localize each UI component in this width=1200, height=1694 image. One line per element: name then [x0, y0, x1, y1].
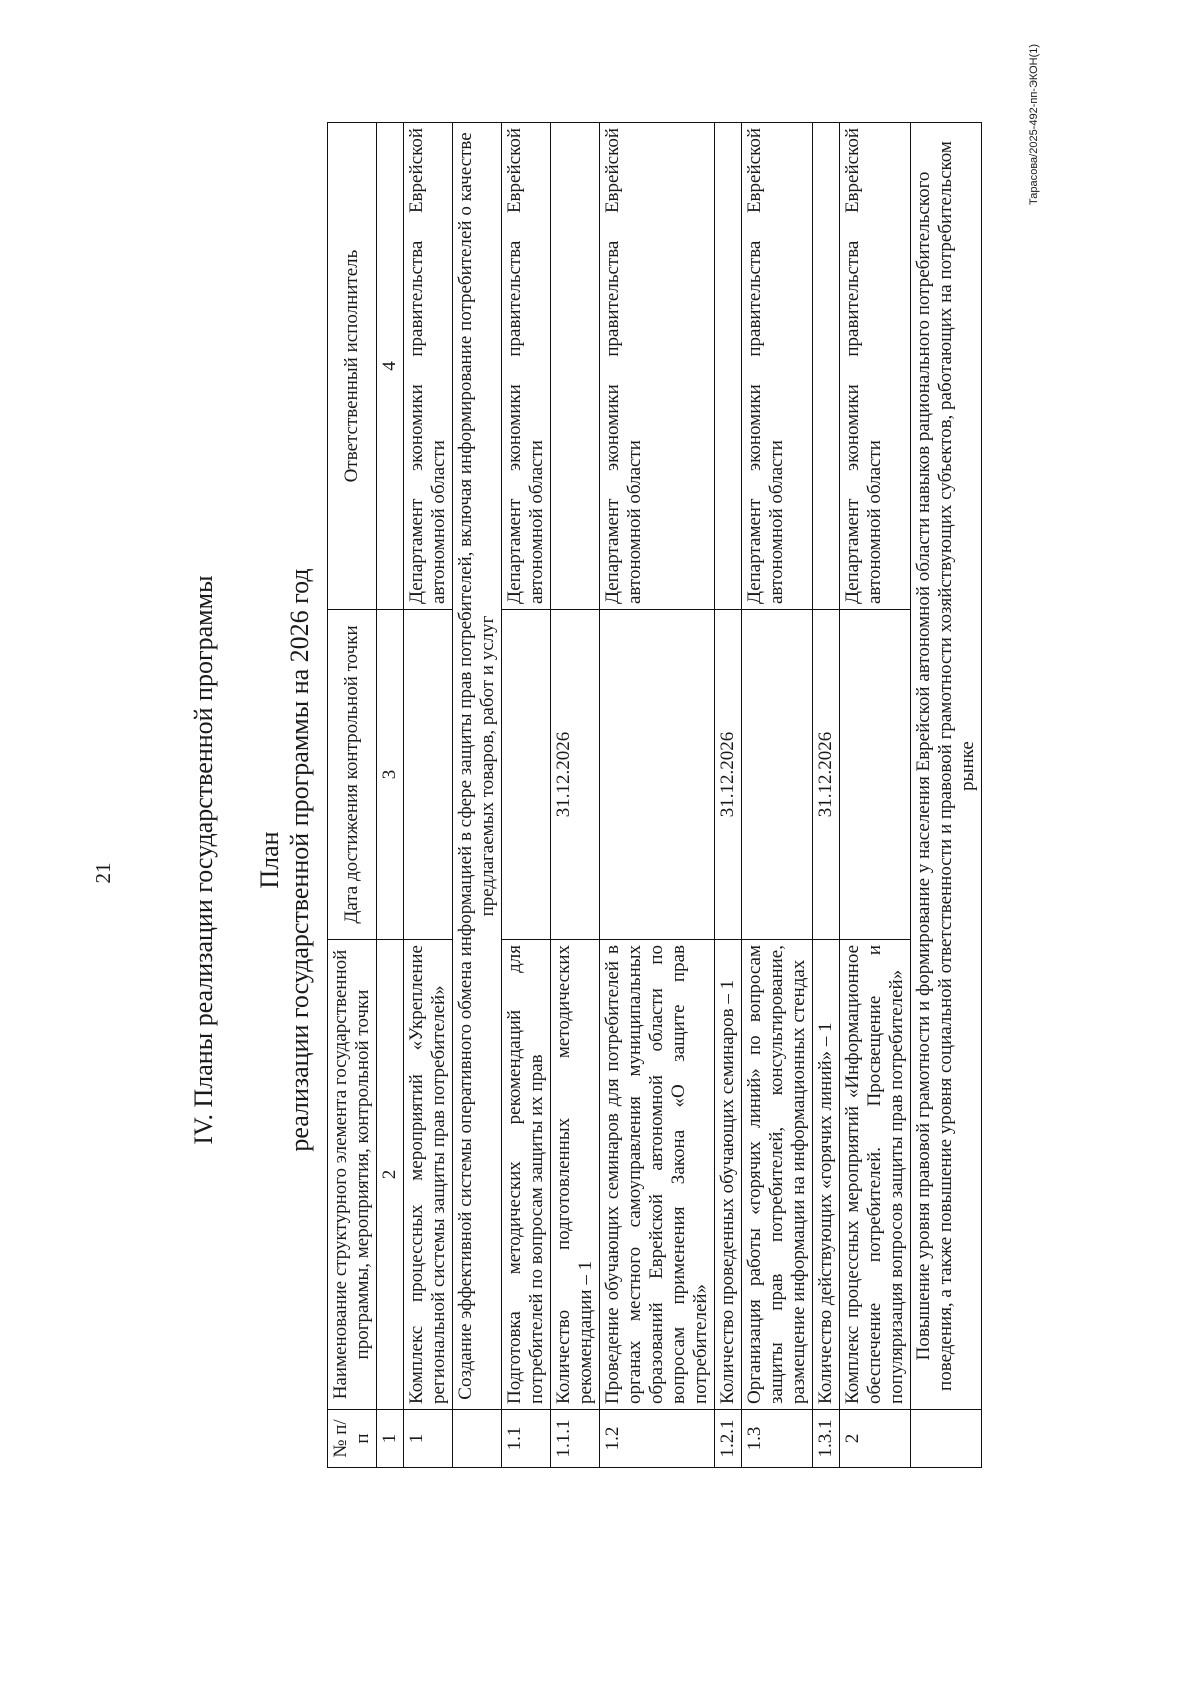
row-date: 31.12.2026	[551, 610, 600, 940]
row-date	[502, 610, 551, 940]
row-number: 1.2.1	[715, 1410, 742, 1468]
header-name: Наименование структурного элемента государственной программы, мероприятия, контрольной точки	[328, 940, 377, 1410]
goal-number-cell	[911, 1410, 982, 1468]
row-name: Организация работы «горячих линий» по вопросам защиты прав потребителей, консультирование, размещение информации на информационных стендах	[742, 940, 813, 1410]
goal-text: Повышение уровня правовой грамотности и формирование у населения Еврейской автономной области навыков рационального потребительского поведения, а также повышение уровня социальной ответственности и правовой грамотности хозяйствующих субъектов, работающих на потребительском рынке	[911, 123, 982, 1410]
row-executor: Департамент экономики правительства Еврейской автономной области	[742, 123, 813, 610]
header-date: Дата достижения контрольной точки	[328, 610, 377, 940]
row-date	[600, 610, 715, 940]
header-number: № п/п	[328, 1410, 377, 1468]
table-row	[840, 123, 911, 1468]
row-name: Количество подготовленных методических рекомендации – 1	[551, 940, 600, 1410]
row-executor: Департамент экономики правительства Еврейской автономной области	[600, 123, 715, 610]
plan-table	[327, 122, 982, 1468]
row-date: 31.12.2026	[813, 610, 840, 940]
row-name: Количество проведенных обучающих семинаров – 1	[715, 940, 742, 1410]
table-row	[600, 123, 715, 1468]
row-date: 31.12.2026	[715, 610, 742, 940]
table-row	[742, 123, 813, 1468]
row-date	[840, 610, 911, 940]
column-index: 4	[377, 123, 404, 610]
table-row	[551, 123, 600, 1468]
goal-row	[911, 123, 982, 1468]
goal-row	[453, 123, 502, 1468]
row-executor	[813, 123, 840, 610]
row-name: Проведение обучающих семинаров для потребителей в органах местного самоуправления муниципальных образований Еврейской автономной области по вопросам применения Закона «О защите прав потребителей»	[600, 940, 715, 1410]
row-executor: Департамент экономики правительства Еврейской автономной области	[502, 123, 551, 610]
row-number: 1.3.1	[813, 1410, 840, 1468]
rotated-sheet	[180, 120, 1040, 1600]
table-row	[502, 123, 551, 1468]
row-number: 1	[404, 1410, 453, 1468]
section-title: IV. Планы реализации государственной программы	[189, 575, 218, 1145]
goal-number-cell	[453, 1410, 502, 1468]
row-date	[404, 610, 453, 940]
row-executor	[551, 123, 600, 610]
row-date	[742, 610, 813, 940]
row-name: Количество действующих «горячих линий» – 1	[813, 940, 840, 1410]
row-executor: Департамент экономики правительства Еврейской автономной области	[840, 123, 911, 610]
row-name: Подготовка методических рекомендаций для потребителей по вопросам защиты их прав	[502, 940, 551, 1410]
page-number: 21	[91, 862, 115, 884]
header-executor: Ответственный исполнитель	[328, 123, 377, 610]
table-row	[715, 123, 742, 1468]
column-index-row	[377, 123, 404, 1468]
row-executor	[715, 123, 742, 610]
column-index: 2	[377, 940, 404, 1410]
row-number: 1.1.1	[551, 1410, 600, 1468]
row-executor: Департамент экономики правительства Еврейской автономной области	[404, 123, 453, 610]
row-name: Комплекс процессных мероприятий «Укрепление региональной системы защиты прав потребителей»	[404, 940, 453, 1410]
row-number: 2	[840, 1410, 911, 1468]
column-index: 3	[377, 610, 404, 940]
plan-table-body	[404, 123, 982, 1468]
goal-text: Создание эффективной системы оперативного обмена информацией в сфере защиты прав потребителей, включая информирование потребителей о качестве предлагаемых товаров, работ и услуг	[453, 123, 502, 1410]
table-header-row	[328, 123, 377, 1468]
row-number: 1.3	[742, 1410, 813, 1468]
plan-title: План	[255, 831, 284, 889]
row-number: 1.1	[502, 1410, 551, 1468]
document-stamp: Тарасова/2025-492-пп-ЭКОН(1)	[1028, 43, 1040, 205]
column-index: 1	[377, 1410, 404, 1468]
plan-subtitle: реализации государственной программы на 2026 год	[285, 568, 314, 1152]
row-name: Комплекс процессных мероприятий «Информационное обеспечение потребителей. Просвещение и популяризация вопросов защиты прав потребителей»	[840, 940, 911, 1410]
row-number: 1.2	[600, 1410, 715, 1468]
table-row	[813, 123, 840, 1468]
table-row	[404, 123, 453, 1468]
